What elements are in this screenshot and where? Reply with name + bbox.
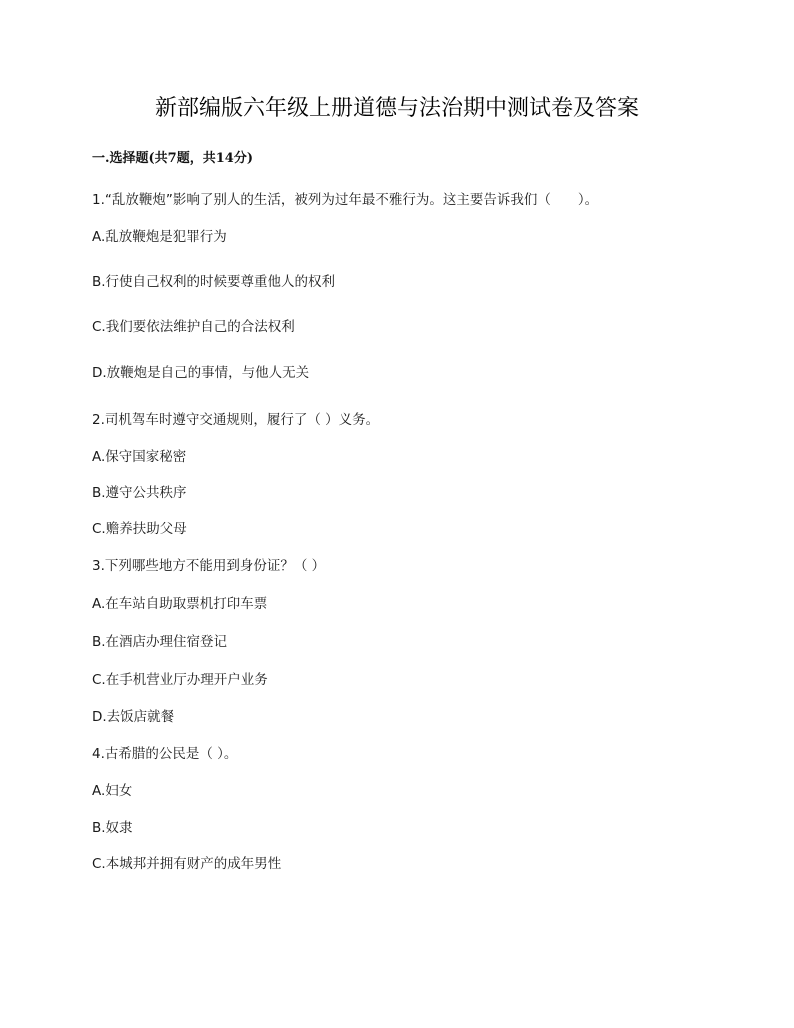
question-4-option-c: C.本城邦并拥有财产的成年男性 <box>92 856 282 872</box>
question-3-option-a: A.在车站自助取票机打印车票 <box>92 596 268 612</box>
question-3-option-d: D.去饭店就餐 <box>92 709 175 725</box>
question-2-option-a: A.保守国家秘密 <box>92 449 187 465</box>
question-1-option-d: D.放鞭炮是自己的事情，与他人无关 <box>92 365 310 381</box>
question-4-option-b: B.奴隶 <box>92 820 133 836</box>
question-1-option-b: B.行使自己权利的时候要尊重他人的权利 <box>92 274 336 290</box>
question-1-option-a: A.乱放鞭炮是犯罪行为 <box>92 229 227 245</box>
question-3-option-c: C.在手机营业厅办理开户业务 <box>92 672 268 688</box>
question-1-stem: 1.“乱放鞭炮”影响了别人的生活，被列为过年最不雅行为。这主要告诉我们（ ）。 <box>92 192 599 208</box>
question-2-stem: 2.司机驾车时遵守交通规则，履行了（ ）义务。 <box>92 412 380 428</box>
section-heading: 一.选择题(共7题，共14分) <box>92 151 253 166</box>
question-4-stem: 4.古希腊的公民是（ ）。 <box>92 746 238 762</box>
document-title: 新部编版六年级上册道德与法治期中测试卷及答案 <box>154 96 639 121</box>
question-2-option-b: B.遵守公共秩序 <box>92 485 187 501</box>
question-2-option-c: C.赡养扶助父母 <box>92 521 187 537</box>
question-3-stem: 3.下列哪些地方不能用到身份证？（ ） <box>92 558 326 574</box>
question-1-option-c: C.我们要依法维护自己的合法权利 <box>92 319 295 335</box>
question-3-option-b: B.在酒店办理住宿登记 <box>92 634 228 650</box>
question-4-option-a: A.妇女 <box>92 783 133 799</box>
